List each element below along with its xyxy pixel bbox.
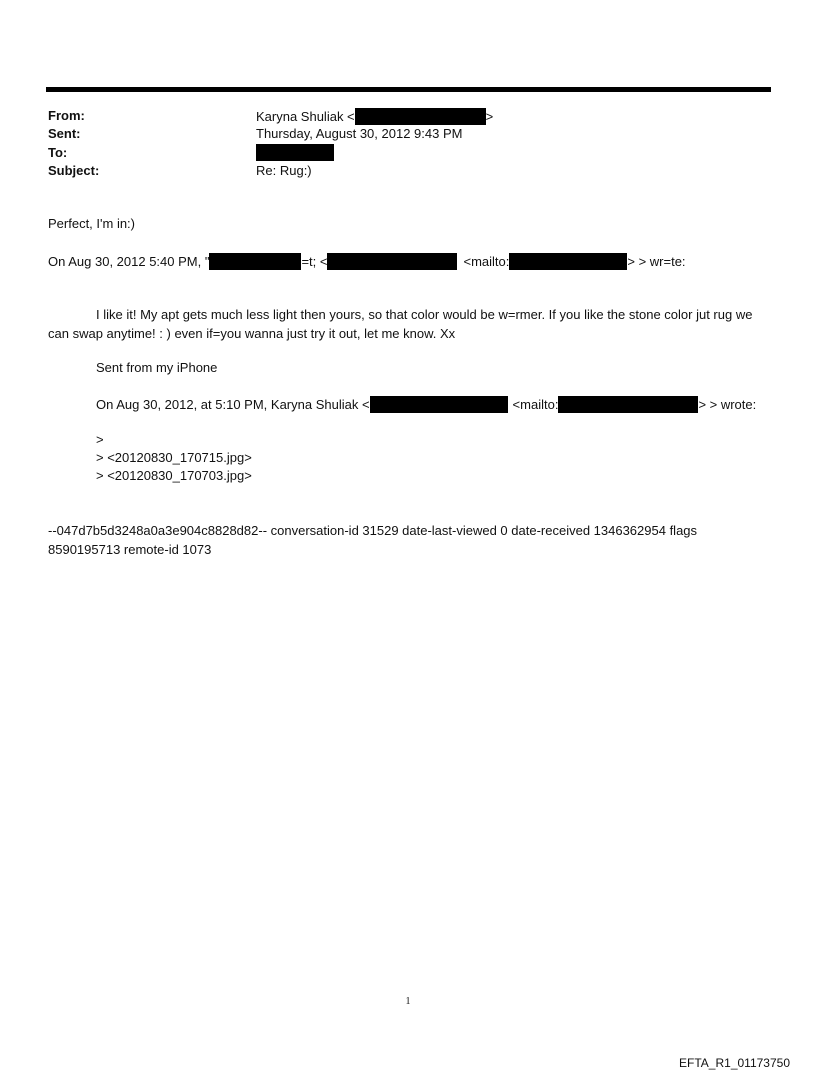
redaction-block bbox=[509, 253, 627, 270]
from-value bbox=[256, 108, 493, 125]
sent-value: Thursday, August 30, 2012 9:43 PM bbox=[256, 126, 463, 141]
quote1-part-a: On Aug 30, 2012 5:40 PM, " bbox=[48, 254, 210, 269]
quote1-part-b: =t; < bbox=[301, 254, 328, 269]
document-id: EFTA_R1_01173750 bbox=[679, 1056, 790, 1070]
from-label: From: bbox=[48, 108, 85, 123]
from-close: > bbox=[485, 109, 494, 124]
reply-text: Perfect, I'm in:) bbox=[48, 216, 136, 231]
quote1-part-c: <mailto: bbox=[463, 254, 510, 269]
redaction-block bbox=[355, 108, 486, 125]
to-label: To: bbox=[48, 145, 68, 160]
attachment-line-0: > bbox=[96, 432, 104, 447]
quote2-part-a: On Aug 30, 2012, at 5:10 PM, Karyna Shuliak < bbox=[96, 397, 370, 412]
redaction-block bbox=[370, 396, 508, 413]
quote2-part-c: > > wrote: bbox=[698, 397, 757, 412]
quote-attribution-2 bbox=[96, 396, 756, 413]
quote2-part-b: <mailto: bbox=[512, 397, 559, 412]
quoted-message: I like it! My apt gets much less light then yours, so that color would be w=rmer. If you like the stone color jut rug we can swap anytime! : ) even if=you wanna just try it out, let me know. Xx bbox=[48, 307, 753, 341]
to-value bbox=[256, 144, 334, 161]
page-number: 1 bbox=[405, 996, 411, 1007]
message-metadata: --047d7b5d3248a0a3e904c8828d82-- conversation-id 31529 date-last-viewed 0 date-received 1346362954 flags 8590195713 remote-id 1073 bbox=[48, 523, 698, 557]
subject-label: Subject: bbox=[48, 163, 100, 178]
sent-label: Sent: bbox=[48, 126, 81, 141]
redaction-block bbox=[256, 144, 334, 161]
quote-attribution-1 bbox=[48, 253, 686, 270]
from-name: Karyna Shuliak < bbox=[256, 109, 355, 124]
redaction-block bbox=[209, 253, 301, 270]
signature-line: Sent from my iPhone bbox=[96, 360, 218, 375]
redaction-block bbox=[558, 396, 698, 413]
attachment-line-1: > <20120830_170715.jpg> bbox=[96, 450, 252, 465]
attachment-line-2: > <20120830_170703.jpg> bbox=[96, 468, 252, 483]
quote1-part-d: > > wr=te: bbox=[627, 254, 686, 269]
redaction-block bbox=[327, 253, 457, 270]
subject-value: Re: Rug:) bbox=[256, 163, 312, 178]
header-divider-rule bbox=[46, 87, 771, 92]
